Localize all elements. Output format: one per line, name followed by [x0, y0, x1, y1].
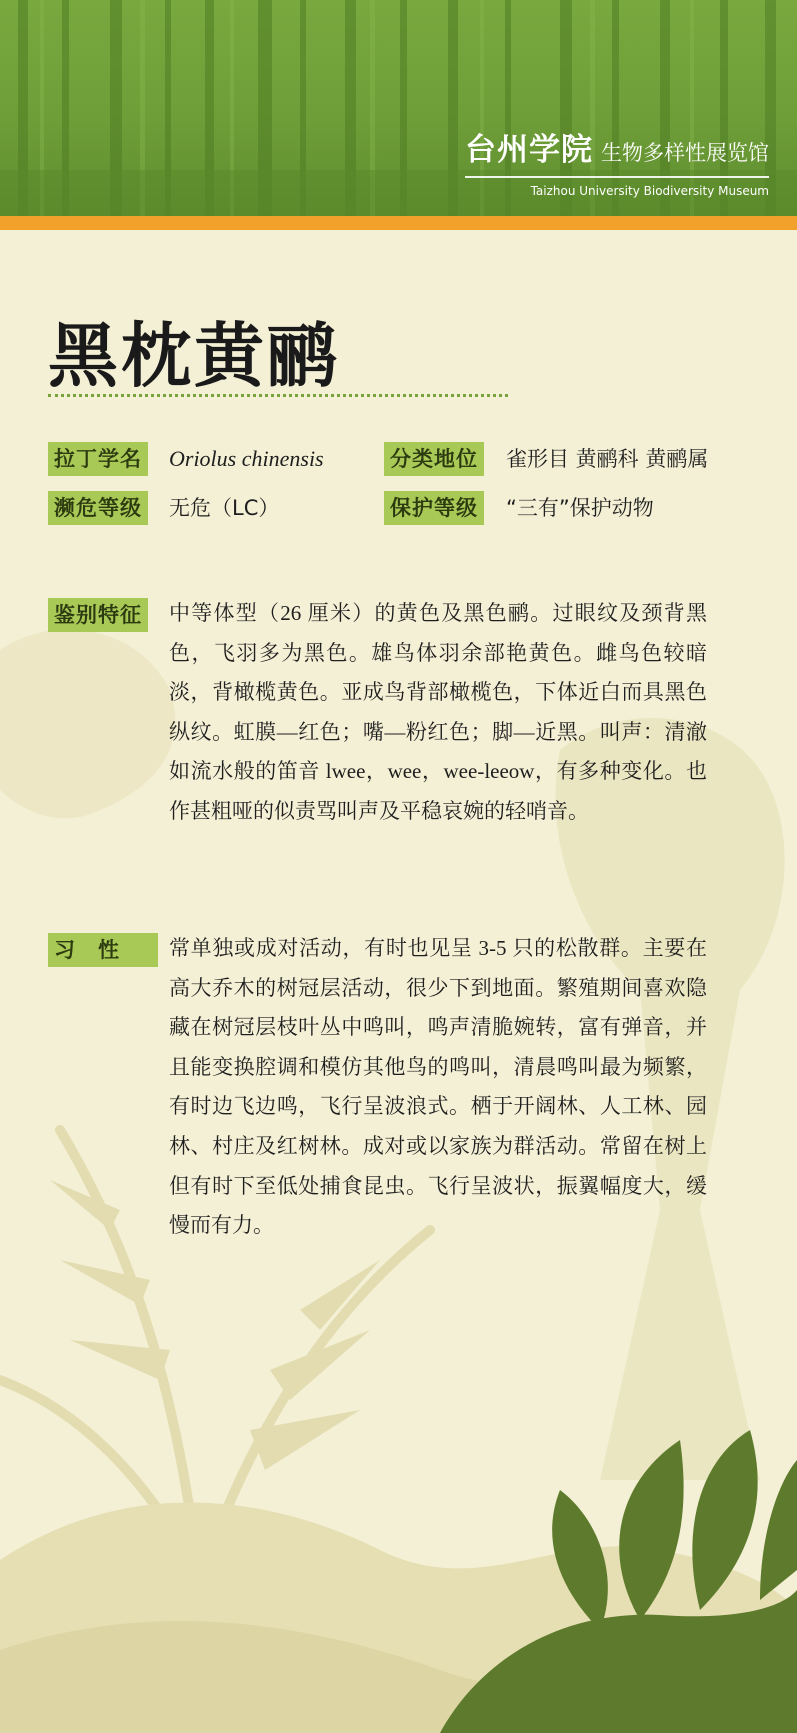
- latin-name-label: 拉丁学名: [48, 442, 148, 476]
- museum-divider: [465, 176, 769, 178]
- habits-text: 常单独或成对活动，有时也见呈 3-5 只的松散群。主要在高大乔木的树冠层活动，很少下到地面。繁殖期间喜欢隐藏在树冠层枝叶丛中鸣叫，鸣声清脆婉转，富有弹音，并且能变换腔调和模仿其他鸟的鸣叫，清晨鸣叫最为频繁，有时边飞边鸣，飞行呈波浪式。栖于开阔林、人工林、园林、村庄及红树林。成对或以家族为群活动。常留在树上但有时下至低处捕食昆虫。飞行呈波状，振翼幅度大，缓慢而有力。: [169, 936, 707, 1238]
- title-divider: [48, 394, 508, 397]
- latin-name-value: Oriolus chinensis: [169, 446, 324, 471]
- protection-value: “三有”保护动物: [506, 496, 654, 520]
- species-title: 黑枕黄鹂: [48, 315, 340, 397]
- museum-block: [465, 124, 769, 198]
- header-banner: [0, 0, 797, 216]
- museum-subtitle: 生物多样性展览馆: [601, 141, 769, 165]
- taxonomy-label: 分类地位: [384, 442, 484, 476]
- features-text: 中等体型（26 厘米）的黄色及黑色鹂。过眼纹及颈背黑色，飞羽多为黑色。雄鸟体羽余部艳黄色。雌鸟色较暗淡，背橄榄黄色。亚成鸟背部橄榄色，下体近白而具黑色纵纹。虹膜—红色；嘴—粉红色；脚—近黑。叫声：清澈如流水般的笛音 lwee，wee，wee-leeow，有多种变化。也作甚粗哑的似责骂叫声及平稳哀婉的轻哨音。: [169, 601, 707, 823]
- protection-label: 保护等级: [384, 491, 484, 525]
- status-value: 无危（LC）: [169, 496, 280, 520]
- features-label: 鉴别特征: [48, 598, 148, 632]
- status-label: 濒危等级: [48, 491, 148, 525]
- taxonomy-value: 雀形目 黄鹂科 黄鹂属: [506, 447, 709, 471]
- museum-name-english: Taizhou University Biodiversity Museum: [530, 184, 769, 198]
- museum-name: 台州学院: [465, 132, 593, 168]
- orange-accent-bar: [0, 216, 797, 230]
- habits-label: 习 性: [48, 933, 158, 967]
